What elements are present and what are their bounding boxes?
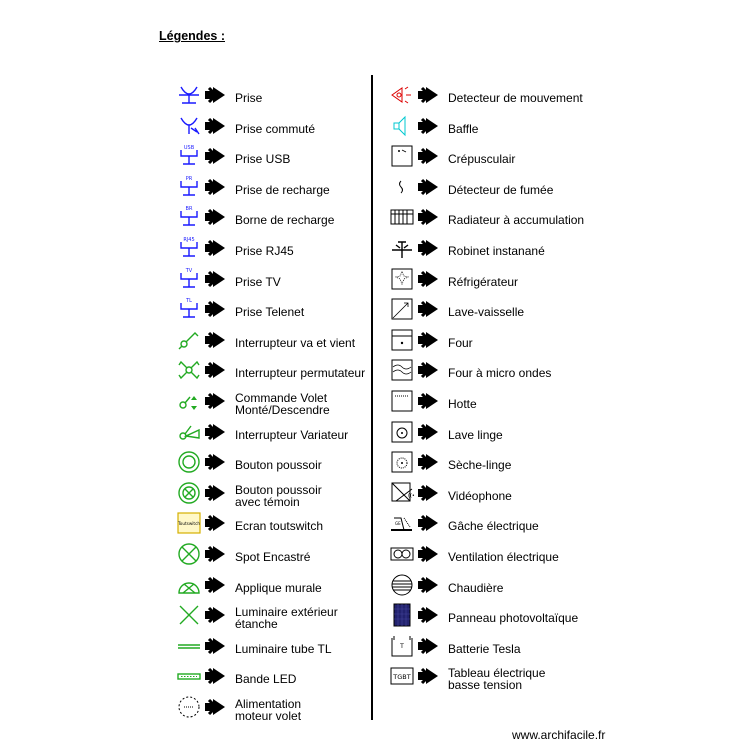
instant-tap-icon: [390, 236, 414, 260]
legend-label: Panneau photovoltaïque: [448, 611, 579, 626]
arrow-right-icon: [418, 393, 438, 409]
twilight-sensor-icon: [390, 144, 414, 168]
arrow-right-icon: [418, 515, 438, 531]
legend-item: [177, 358, 377, 388]
push-button-icon: [177, 450, 201, 474]
legend-label: Prise de recharge: [235, 182, 330, 197]
legend-label: Commande Volet Monté/Descendre: [235, 391, 330, 417]
switched-socket-icon: [177, 114, 201, 138]
legend-item: [177, 83, 377, 113]
legend-item: [177, 420, 377, 450]
arrow-right-icon: [205, 148, 225, 164]
svg-text:TV: TV: [185, 267, 193, 274]
speaker-icon: [390, 114, 414, 138]
dimmer-switch-icon: [177, 420, 201, 444]
svg-text:TL: TL: [186, 298, 192, 305]
svg-text:T: T: [400, 642, 404, 650]
legend-item: [390, 634, 590, 664]
legend-label: Hotte: [448, 397, 477, 411]
legend-label: Detecteur de mouvement: [448, 91, 583, 105]
legend-item: [390, 450, 590, 480]
arrow-right-icon: [205, 301, 225, 317]
arrow-right-icon: [205, 362, 225, 378]
videophone-icon: [390, 481, 414, 505]
legend-label: Crépusculair: [448, 152, 516, 167]
legend-item: [390, 297, 590, 327]
push-button-indicator-icon: [177, 481, 201, 505]
arrow-right-icon: [205, 515, 225, 531]
microwave-icon: [390, 358, 414, 382]
legend-item: [177, 573, 377, 603]
arrow-right-icon: [418, 607, 438, 623]
legend-item: [177, 175, 377, 205]
svg-text:PR: PR: [185, 175, 193, 182]
legend-item: [390, 205, 590, 235]
arrow-right-icon: [418, 148, 438, 164]
svg-text:USB: USB: [183, 145, 195, 152]
arrow-right-icon: [205, 577, 225, 593]
legend-item: [390, 144, 590, 174]
legend-label: Applique murale: [235, 580, 322, 595]
legend-label: Interrupteur Variateur: [235, 427, 349, 442]
legend-label: Luminaire tube TL: [235, 641, 332, 656]
legend-label: Ventilation électrique: [448, 550, 559, 564]
legend-label: Luminaire extérieur étanche: [235, 605, 338, 632]
recessed-spot-icon: [177, 542, 201, 566]
charging-station-icon: [177, 205, 201, 229]
smoke-detector-icon: [390, 175, 414, 199]
legend-item: [177, 205, 377, 235]
arrow-right-icon: [205, 240, 225, 256]
legend-label: Borne de recharge: [235, 213, 335, 228]
washing-machine-icon: [390, 420, 414, 444]
legend-label: Tableau électrique basse tension: [448, 666, 546, 693]
svg-text:TGBT: TGBT: [393, 673, 411, 682]
legend-item: [177, 603, 377, 633]
legend-label: Radiateur à accumulation: [448, 213, 585, 228]
arrow-right-icon: [205, 332, 225, 348]
legend-label: Baffle: [448, 121, 479, 136]
legend-item: [177, 511, 377, 541]
arrow-right-icon: [418, 179, 438, 195]
led-strip-icon: [177, 664, 201, 688]
watermark: www.archifacile.fr: [512, 728, 606, 742]
arrow-right-icon: [418, 577, 438, 593]
arrow-right-icon: [418, 362, 438, 378]
legend-item: [390, 175, 590, 205]
legend-label: Sèche-linge: [448, 458, 512, 473]
legend-item: [177, 297, 377, 327]
legend-label: Lave linge: [448, 427, 503, 442]
legend-item: [177, 328, 377, 358]
storage-heater-icon: [390, 205, 414, 229]
boiler-icon: [390, 573, 414, 597]
battery-icon: [390, 634, 414, 658]
electric-strike-icon: [390, 511, 414, 535]
shutter-motor-icon: [177, 695, 201, 719]
legend-item: [177, 267, 377, 297]
legend-item: [177, 236, 377, 266]
ventilation-icon: [390, 542, 414, 566]
arrow-right-icon: [418, 118, 438, 134]
arrow-right-icon: [205, 424, 225, 440]
arrow-right-icon: [205, 87, 225, 103]
legend-label: Prise USB: [235, 152, 291, 167]
legend-item: [390, 114, 590, 144]
arrow-right-icon: [205, 118, 225, 134]
arrow-right-icon: [418, 546, 438, 562]
legend-label: Spot Encastré: [235, 550, 311, 564]
refrigerator-icon: [390, 267, 414, 291]
telenet-socket-icon: [177, 297, 201, 321]
legend-item: [390, 83, 590, 113]
svg-text:BR: BR: [185, 206, 193, 213]
legend-item: [177, 389, 377, 419]
arrow-right-icon: [418, 424, 438, 440]
arrow-right-icon: [205, 638, 225, 654]
usb-socket-icon: [177, 144, 201, 168]
legend-item: [177, 634, 377, 664]
charging-socket-icon: [177, 175, 201, 199]
legend-label: Prise RJ45: [235, 244, 294, 258]
arrow-right-icon: [205, 179, 225, 195]
legend-label: Bouton poussoir: [235, 458, 322, 473]
legend-item: [390, 664, 590, 694]
legend-item: [177, 450, 377, 480]
legend-item: [390, 420, 590, 450]
svg-text:RJ45: RJ45: [183, 237, 195, 243]
touchscreen-icon: [177, 511, 201, 535]
legend-label: Robinet instanané: [448, 244, 545, 258]
legend-item: [177, 695, 377, 725]
rj45-socket-icon: [177, 236, 201, 260]
legend-item: [390, 573, 590, 603]
electrical-panel-icon: [390, 664, 414, 688]
arrow-right-icon: [418, 668, 438, 684]
legend-item: [390, 328, 590, 358]
motion-detector-icon: [390, 83, 414, 107]
outdoor-light-icon: [177, 603, 201, 627]
arrow-right-icon: [418, 240, 438, 256]
legend-label: Détecteur de fumée: [448, 182, 554, 197]
legend-label: Chaudière: [448, 580, 504, 595]
legend-label: Prise commuté: [235, 121, 316, 136]
legend-label: Ecran toutswitch: [235, 519, 324, 534]
legend-item: [177, 114, 377, 144]
arrow-right-icon: [418, 485, 438, 501]
legend-label: Batterie Tesla: [448, 641, 521, 656]
legend-label: Prise Telenet: [235, 305, 305, 320]
legend-label: Bouton poussoir avec témoin: [235, 482, 322, 509]
legend-item: [390, 603, 590, 633]
tv-socket-icon: [177, 267, 201, 291]
legend-label: Four: [448, 335, 473, 350]
legend-title: Légendes :: [159, 29, 225, 43]
legend-item: [177, 481, 377, 511]
legend-label: Alimentation moteur volet: [235, 697, 302, 723]
svg-text:GE: GE: [395, 521, 401, 527]
intermediate-switch-icon: [177, 358, 201, 382]
arrow-right-icon: [418, 638, 438, 654]
legend-item: [390, 389, 590, 419]
arrow-right-icon: [418, 209, 438, 225]
arrow-right-icon: [418, 87, 438, 103]
arrow-right-icon: [418, 332, 438, 348]
oven-icon: [390, 328, 414, 352]
legend-label: Interrupteur permutateur: [235, 366, 366, 381]
legend-item: [390, 267, 590, 297]
svg-text:Toutswitch: Toutswitch: [177, 521, 201, 527]
legend-item: [177, 144, 377, 174]
legend-label: Four à micro ondes: [448, 366, 552, 381]
legend-item: [177, 542, 377, 572]
legend-label: Réfrigérateur: [448, 274, 519, 289]
hood-icon: [390, 389, 414, 413]
legend-item: [177, 664, 377, 694]
two-way-switch-icon: [177, 328, 201, 352]
arrow-right-icon: [205, 209, 225, 225]
dishwasher-icon: [390, 297, 414, 321]
legend-label: Lave-vaisselle: [448, 305, 525, 320]
solar-panel-icon: [390, 603, 414, 627]
arrow-right-icon: [205, 271, 225, 287]
legend-item: [390, 358, 590, 388]
arrow-right-icon: [205, 393, 225, 409]
arrow-right-icon: [205, 546, 225, 562]
legend-label: Gâche électrique: [448, 519, 539, 534]
shutter-control-icon: [177, 389, 201, 413]
svg-text:((•: ((•: [408, 492, 415, 499]
legend-item: [390, 542, 590, 572]
fluorescent-tube-icon: [177, 634, 201, 658]
legend-label: Vidéophone: [448, 488, 512, 503]
legend-label: Prise: [235, 91, 263, 105]
wall-light-icon: [177, 573, 201, 597]
legend-label: Bande LED: [235, 672, 297, 687]
socket-icon: [177, 83, 201, 107]
arrow-right-icon: [418, 301, 438, 317]
arrow-right-icon: [418, 271, 438, 287]
legend-item: [390, 236, 590, 266]
arrow-right-icon: [205, 485, 225, 501]
arrow-right-icon: [205, 668, 225, 684]
arrow-right-icon: [418, 454, 438, 470]
legend-item: [390, 481, 590, 511]
arrow-right-icon: [205, 454, 225, 470]
legend-item: [390, 511, 590, 541]
arrow-right-icon: [205, 699, 225, 715]
legend-label: Prise TV: [235, 274, 281, 289]
dryer-icon: [390, 450, 414, 474]
legend-label: Interrupteur va et vient: [235, 335, 356, 350]
arrow-right-icon: [205, 607, 225, 623]
